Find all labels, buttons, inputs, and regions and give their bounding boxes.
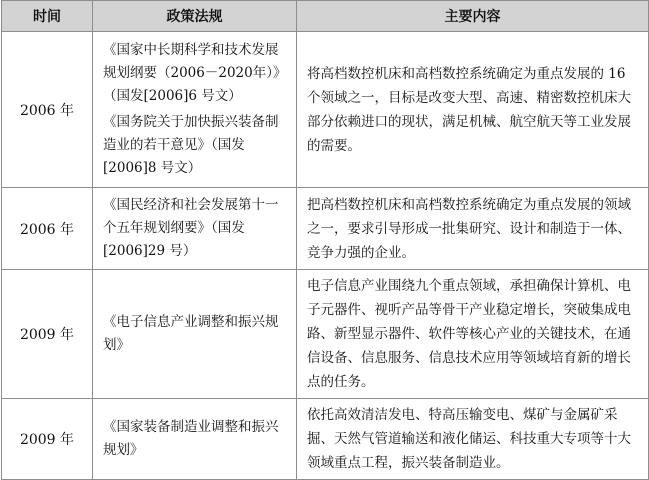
time-cell: 2006 年 (2, 32, 93, 188)
policy-cell (93, 188, 297, 270)
policy-table (1, 0, 649, 480)
table-row (2, 399, 649, 480)
table-row (2, 270, 649, 399)
policy-title: 《国家装备制造业调整和振兴规划》 (103, 419, 279, 458)
policy-title: 《国家中长期科学和技术发展规划纲要（2006－2020年）》（国发[2006]6 号文） (103, 42, 287, 104)
policy-title: 《国务院关于加快振兴装备制造业的若干意见》（国发[2006]8 号文） (103, 114, 279, 176)
content-cell: 把高档数控机床和高档数控系统确定为重点发展的领域之一，要求引导形成一批集研究、设计和制造于一体、竞争力强的企业。 (297, 188, 649, 270)
policy-cell (93, 270, 297, 399)
policy-cell (93, 399, 297, 480)
policy-title: 《电子信息产业调整和振兴规划》 (103, 314, 279, 353)
time-cell: 2009 年 (2, 270, 93, 399)
content-cell: 电子信息产业围绕九个重点领域，承担确保计算机、电子元器件、视听产品等骨干产业稳定增长，突破集成电路、新型显示器件、软件等核心产业的关键技术，在通信设备、信息服务、信息技术应用等领域培育新的增长点的任务。 (297, 270, 649, 399)
time-cell: 2006 年 (2, 188, 93, 270)
content-cell: 依托高效清洁发电、特高压输变电、煤矿与金属矿采掘、天然气管道输送和液化储运、科技重大专项等十大领域重点工程，振兴装备制造业。 (297, 399, 649, 480)
policy-title: 《国民经济和社会发展第十一个五年规划纲要》（国发[2006]29 号） (103, 197, 279, 259)
content-cell: 将高档数控机床和高档数控系统确定为重点发展的 16 个领域之一，目标是改变大型、高速、精密数控机床大部分依赖进口的现状，满足机械、航空航天等工业发展的需要。 (297, 32, 649, 188)
header-time: 时间 (2, 1, 93, 32)
policy-cell (93, 32, 297, 188)
time-cell: 2009 年 (2, 399, 93, 480)
header-row (2, 1, 649, 32)
header-policy: 政策法规 (93, 1, 297, 32)
header-content: 主要内容 (297, 1, 649, 32)
table-row (2, 32, 649, 188)
table-row (2, 188, 649, 270)
